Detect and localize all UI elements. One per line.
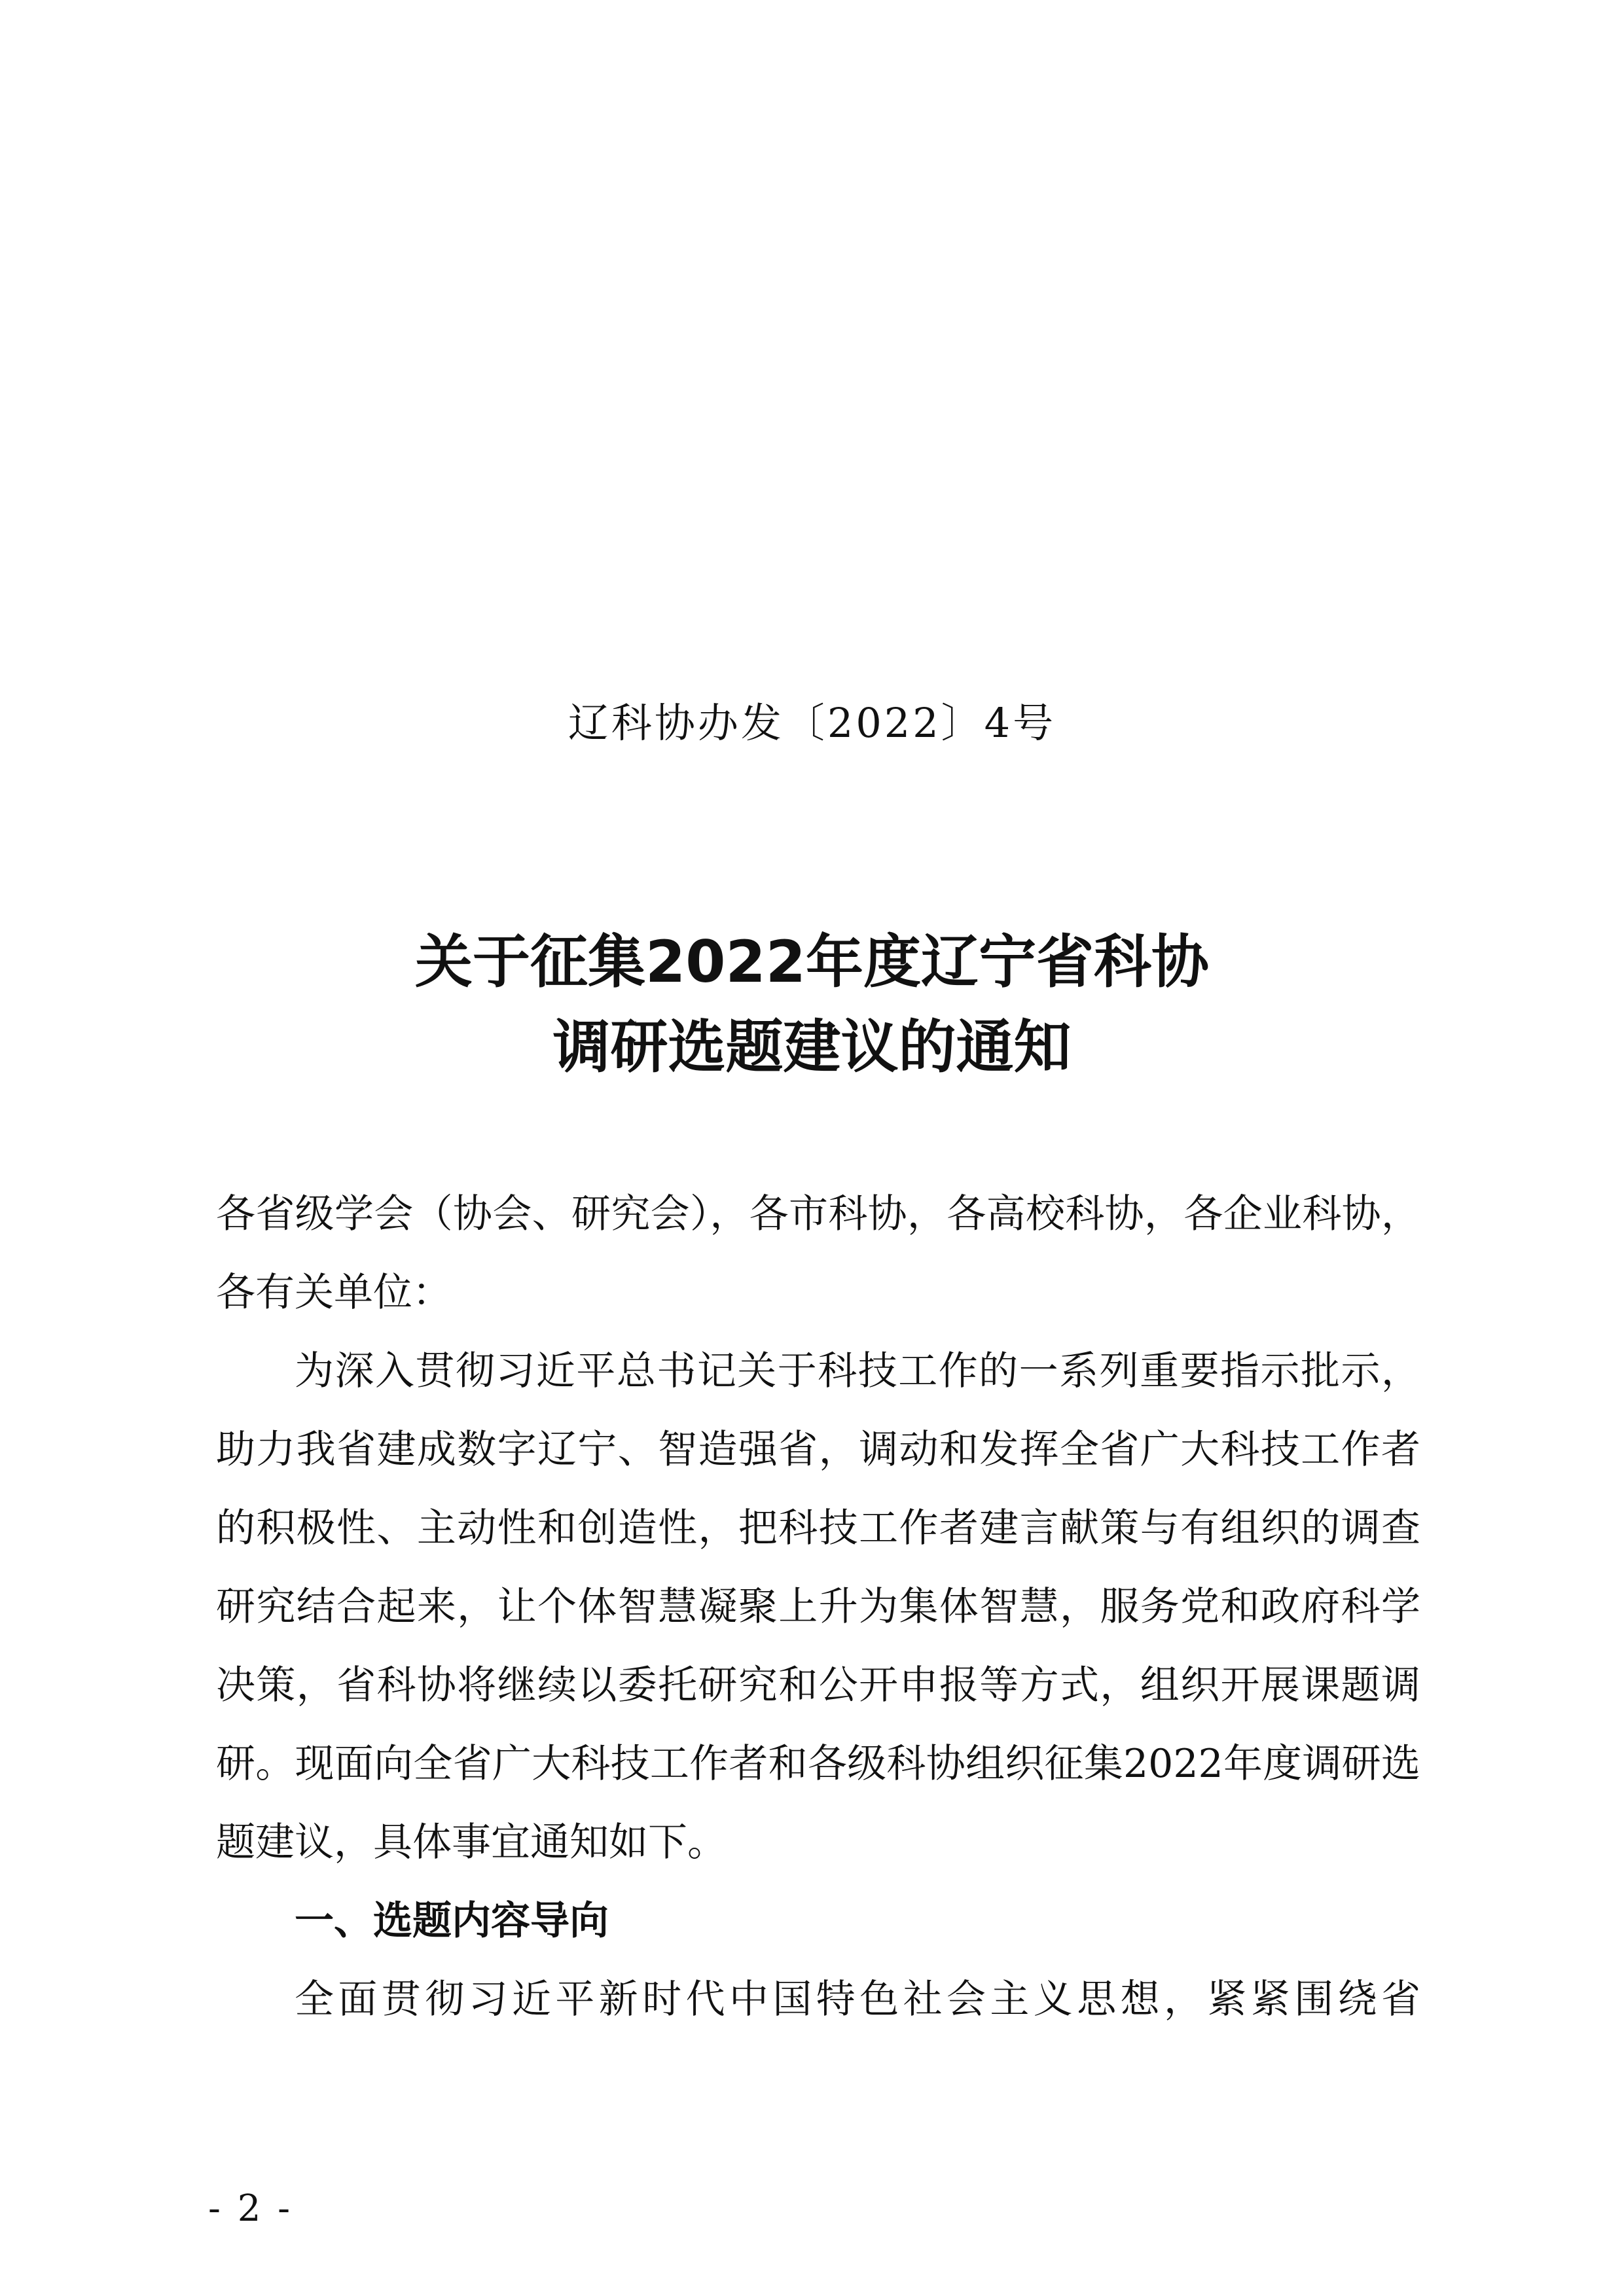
title-line-2: 调研选题建议的通知 xyxy=(552,1013,1072,1081)
page-number: - 2 - xyxy=(208,2187,293,2230)
addressee-paragraph: 各省级学会（协会、研究会），各市科协，各高校科协，各企业科协，各有关单位： xyxy=(216,1191,1420,1316)
section-heading-1: 一、选题内容导向 xyxy=(295,1898,609,1944)
document-body xyxy=(216,1175,1420,2039)
intro-paragraph: 为深入贯彻习近平总书记关于科技工作的一系列重要指示批示，助力我省建成数字辽宁、智造强省，调动和发挥全省广大科技工作者的积极性、主动性和创造性，把科技工作者建言献策与有组织的调查研究结合起来，让个体智慧凝聚上升为集体智慧，服务党和政府科学决策，省科协将继续以委托研究和公开申报等方式，组织开展课题调研。现面向全省广大科技工作者和各级科协组织征集2022年度调研选题建议，具体事宜通知如下。 xyxy=(216,1348,1420,1865)
document-title xyxy=(0,920,1624,1090)
section-1-paragraph: 全面贯彻习近平新时代中国特色社会主义思想，紧紧围绕省 xyxy=(295,1977,1420,2022)
document-number: 辽科协办发〔2022〕4号 xyxy=(568,699,1056,747)
title-line-1: 关于征集2022年度辽宁省科协 xyxy=(415,928,1209,996)
